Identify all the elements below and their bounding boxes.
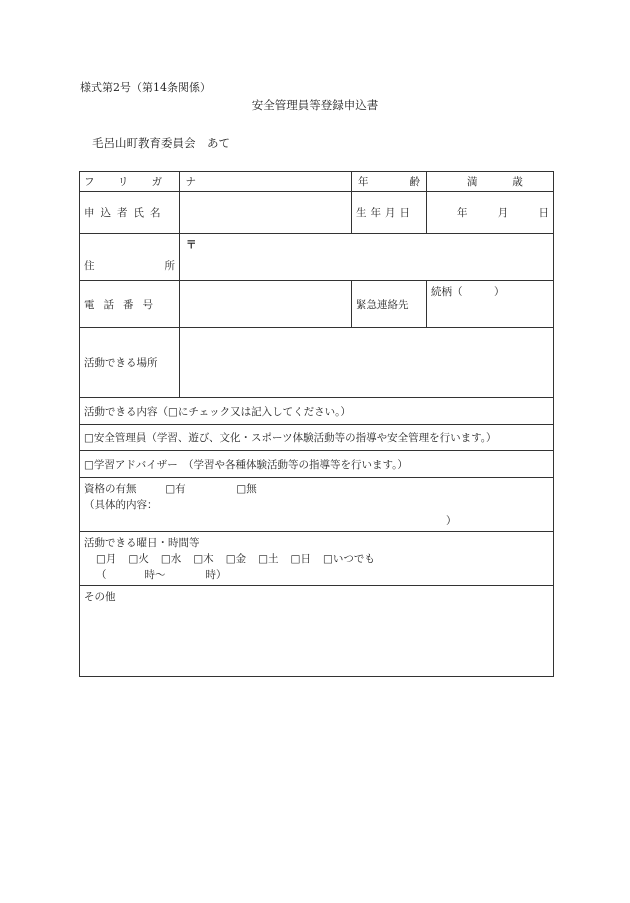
emergency-contact-field[interactable] [427, 281, 554, 328]
learning-advisor-option[interactable]: □学習アドバイザー （学習や各種体験活動等の指導等を行います。） [80, 451, 554, 478]
application-form-table [79, 171, 554, 677]
document-title: 安全管理員等登録申込書 [251, 98, 379, 112]
day-checkbox-anytime[interactable]: □いつでも [322, 553, 375, 565]
phone-field[interactable] [180, 281, 352, 328]
day-checkbox-sat[interactable]: □土 [258, 553, 279, 565]
qualification-label: 資格の有無 [84, 483, 137, 495]
address-label: 住 所 [80, 234, 180, 281]
other-label: その他 [84, 591, 116, 603]
day-checkbox-tue[interactable]: □火 [128, 553, 149, 565]
furigana-label: フ リ ガ ナ [80, 172, 180, 192]
place-label: 活動できる場所 [80, 328, 180, 398]
place-row [80, 328, 554, 398]
age-field[interactable] [427, 172, 554, 192]
birthdate-label: 生年月日 [352, 192, 427, 234]
day-checkbox-thu[interactable]: □木 [193, 553, 214, 565]
qualification-field [80, 478, 554, 532]
day-checkbox-sun[interactable]: □日 [290, 553, 311, 565]
qualification-no-checkbox[interactable]: □無 [236, 483, 257, 495]
age-prefix: 満 [467, 176, 478, 188]
day-checkbox-mon[interactable]: □月 [96, 553, 117, 565]
qualification-yes-checkbox[interactable]: □有 [165, 483, 186, 495]
name-label: 申込者氏名 [80, 192, 180, 234]
qualification-detail[interactable]: （具体的内容： [84, 499, 158, 511]
weekday-checkboxes [84, 551, 549, 567]
age-label: 年 齢 [352, 172, 427, 192]
activity-heading-row [80, 398, 554, 425]
address-field[interactable] [180, 234, 554, 281]
place-field[interactable] [180, 328, 554, 398]
time-range[interactable]: （ 時〜 時） [96, 569, 227, 581]
schedule-row [80, 532, 554, 586]
day-checkbox-fri[interactable]: □金 [225, 553, 247, 565]
activity-heading: 活動できる内容（□にチェック又は記入してください。） [80, 398, 554, 425]
address-row [80, 234, 554, 281]
phone-label: 電話番号 [80, 281, 180, 328]
schedule-heading: 活動できる曜日・時間等 [84, 537, 200, 549]
name-row [80, 192, 554, 234]
postal-mark-icon: 〒 [186, 239, 197, 251]
other-field[interactable] [80, 586, 554, 677]
addressee: 毛呂山町教育委員会 あて [92, 136, 230, 150]
safety-manager-row [80, 425, 554, 451]
birthdate-field[interactable]: 年 月 日 [427, 192, 554, 234]
safety-manager-option[interactable]: □安全管理員（学習、遊び、文化・スポーツ体験活動等の指導や安全管理を行います。） [80, 425, 554, 451]
phone-row [80, 281, 554, 328]
day-checkbox-wed[interactable]: □水 [160, 553, 182, 565]
age-suffix: 歳 [512, 176, 523, 188]
learning-advisor-row [80, 451, 554, 478]
qualification-detail-close: ） [446, 515, 457, 527]
name-field[interactable] [180, 192, 352, 234]
emergency-contact-label: 緊急連絡先 [352, 281, 427, 328]
furigana-row [80, 172, 554, 192]
schedule-field [80, 532, 554, 586]
form-number: 様式第2号（第14条関係） [80, 81, 211, 94]
relation-label: 続柄（ ） [431, 286, 505, 298]
qualification-row [80, 478, 554, 532]
other-row [80, 586, 554, 677]
